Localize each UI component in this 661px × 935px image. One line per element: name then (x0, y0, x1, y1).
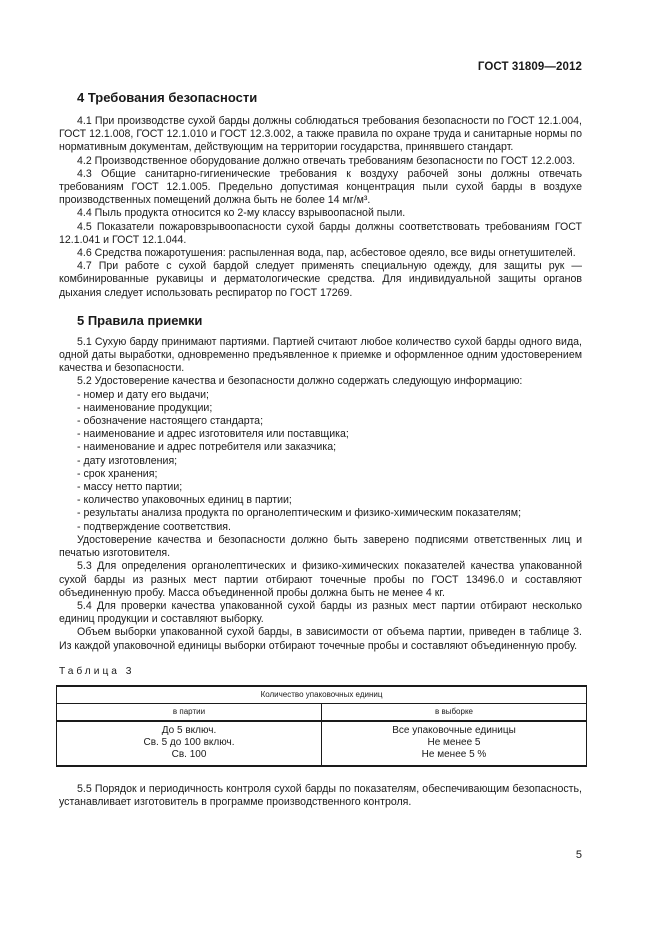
list-item: - наименование и адрес изготовителя или поставщика; (77, 428, 349, 441)
table-value: Все упаковочные единицы (392, 724, 516, 736)
list-item: - номер и дату его выдачи; (77, 388, 209, 401)
paragraph-5-3: 5.3 Для определения органолептических и физико-химических показателей качества упакованной сухой барды из разных мест партии отбирают точечные пробы по ГОСТ 13496.0 и составляют объединенную пробу. Масса объединенной пробы должна быть не менее 4 кг. (59, 560, 582, 599)
table-header: Количество упаковочных единиц (57, 686, 587, 704)
section-5-title: 5 Правила приемки (77, 312, 203, 328)
table-3 (56, 685, 587, 767)
list-item: - результаты анализа продукта по органолептическим и физико-химическим показателям; (77, 507, 522, 520)
column-header-sample: в выборке (322, 703, 587, 721)
page-number: 5 (575, 849, 582, 861)
list-item: - количество упаковочных единиц в партии; (77, 494, 292, 507)
paragraph-5-2-note: Удостоверение качества и безопасности должно быть заверено подписями ответственных лиц и печатью изготовителя. (59, 533, 582, 560)
table-value: Не менее 5 (427, 736, 481, 748)
paragraph-5-2: 5.2 Удостоверение качества и безопасности должно содержать следующую информацию: (77, 375, 523, 388)
document-body (59, 90, 582, 809)
paragraph-5-5: 5.5 Порядок и периодичность контроля сухой барды по показателям, обеспечивающим безопасность, устанавливает изготовитель в программе производственного контроля. (59, 782, 582, 809)
list-item: - наименование и адрес потребителя или заказчика; (77, 441, 337, 454)
table-value: Св. 100 (171, 748, 207, 760)
list-item: - подтверждение соответствия. (77, 520, 231, 533)
paragraph-4-4: 4.4 Пыль продукта относится ко 2-му классу взрывоопасной пыли. (77, 207, 406, 220)
paragraph-4-3: 4.3 Общие санитарно-гигиенические требования к воздуху рабочей зоны должны отвечать требованиям ГОСТ 12.1.005. Предельно допустимая концентрация пыли сухой барды в воздухе производственных помещений должна быть не более 14 мг/м³. (59, 167, 582, 207)
paragraph-4-6: 4.6 Средства пожаротушения: распыленная вода, пар, асбестовое одеяло, все виды огнетушителей. (77, 247, 576, 260)
table-value: Св. 5 до 100 включ. (143, 736, 235, 748)
list-item: - наименование продукции; (77, 401, 213, 414)
list-item: - срок хранения; (77, 467, 158, 480)
paragraph-5-1: 5.1 Сухую барду принимают партиями. Партией считают любое количество сухой барды одного вида, одной даты выработки, одновременно предъявленное к приемке и оформленное одним удостоверением качества и безопасности. (59, 335, 582, 375)
section-4-title: 4 Требования безопасности (77, 90, 258, 105)
paragraph-5-4-note: Объем выборки упакованной сухой барды, в зависимости от объема партии, приведен в таблице 3. Из каждой упаковочной единицы выборки отбирают точечные пробы и составляют объединенную пробу. (59, 626, 582, 652)
column-header-batch: в партии (57, 703, 322, 721)
list-item: - дату изготовления; (77, 454, 178, 467)
paragraph-5-4: 5.4 Для проверки качества упакованной сухой барды из разных мест партии отбирают несколько единиц продукции и составляют выборку. (59, 599, 582, 626)
paragraph-4-1: 4.1 При производстве сухой барды должны соблюдаться требования безопасности по ГОСТ 12.1.004, ГОСТ 12.1.008, ГОСТ 12.1.010 и ГОСТ 12.3.002, а также правила по охране труда и санитарные нормы по нормативным документам, действующим на территории государства, принявшего стандарт. (59, 115, 582, 154)
paragraph-4-2: 4.2 Производственное оборудование должно отвечать требованиям безопасности по ГОСТ 12.2.003. (77, 154, 576, 167)
table-cell-batch (57, 721, 322, 766)
table-value: До 5 включ. (161, 724, 217, 736)
paragraph-4-5: 4.5 Показатели пожаровзрывоопасности сухой барды должны соответствовать требованиям ГОСТ 12.1.041 и ГОСТ 12.1.044. (59, 220, 582, 246)
table-caption: Таблица 3 (59, 665, 135, 677)
paragraph-4-7: 4.7 При работе с сухой бардой следует применять специальную одежду, для защиты рук — комбинированные рукавицы и дерматологические средства. Для индивидуальной защиты органов дыхания следует использовать респиратор по ГОСТ 17269. (59, 260, 582, 299)
table-value: Не менее 5 % (421, 748, 487, 760)
document-code: ГОСТ 31809—2012 (477, 61, 582, 73)
table-cell-sample (322, 721, 587, 766)
info-list (59, 389, 582, 534)
list-item: - обозначение настоящего стандарта; (77, 415, 264, 428)
list-item: - массу нетто партии; (77, 481, 183, 494)
